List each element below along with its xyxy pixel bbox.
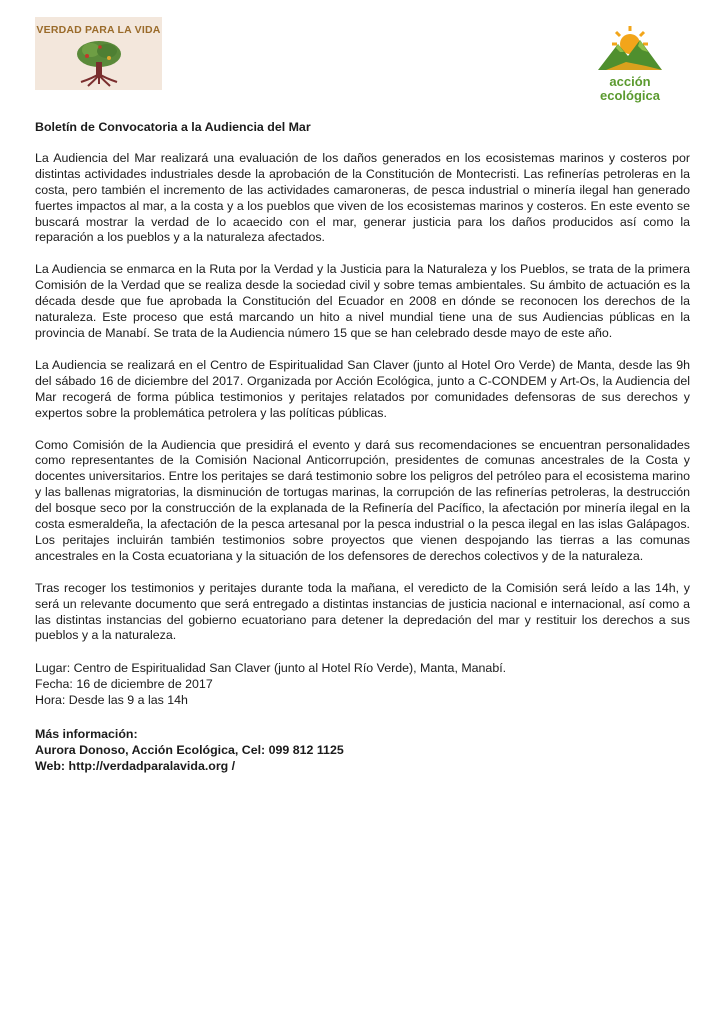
document-title: Boletín de Convocatoria a la Audiencia del Mar [35, 120, 311, 134]
paragraph-5: Tras recoger los testimonios y peritajes durante toda la mañana, el veredicto de la Comisión será leído a las 14h, y será un relevante documento que será entregado a distintas instancias de justicia nacional e internacional, así como a las distintas instancias del gobierno ecuatoriano para detener la depredación del mar y restituir los derechos a sus pueblos y a la naturaleza. [35, 580, 690, 643]
event-date: Fecha: 16 de diciembre de 2017 [35, 677, 213, 692]
contact-info [35, 726, 690, 774]
logo-right-line1: acción [609, 74, 651, 89]
verdad-para-la-vida-logo [35, 17, 162, 90]
contact-heading: Más información: [35, 727, 138, 742]
paragraph-2: La Audiencia se enmarca en la Ruta por la Verdad y la Justicia para la Naturaleza y los Pueblos, se trata de la primera Comisión de la Verdad que se realiza desde la sociedad civil y sobre temas ambientales. Su ámbito de actuación es la década desde que fue aprobada la Constitución del Ecuador en 2008 en dónde se reconocen los derechos de la naturaleza. Este proceso que está marcando un hito a nivel mundial tiene una de sus Audiencias públicas en la provincia de Manabí. Se trata de la Audiencia número 15 que se han celebrado desde mayo de este año. [35, 262, 690, 340]
event-time: Hora: Desde las 9 a las 14h [35, 693, 188, 708]
document-body [35, 120, 690, 774]
event-details [35, 660, 690, 708]
contact-person: Aurora Donoso, Acción Ecológica, Cel: 099 812 1125 [35, 743, 344, 758]
paragraph-1: La Audiencia del Mar realizará una evaluación de los daños generados en los ecosistemas marinos y costeros por distintas actividades industriales desde la aprobación de la Constitución de Montecristi. Las refinerías petroleras en la costa, pero también el incremento de las actividades camaroneras, de pesca industrial o minería ilegal han generado fuertes impactos al mar, a la costa y a los pueblos que viven de los ecosistemas marinos y costeros. En este evento se buscará mostrar la verdad de lo acaecido con el mar, generar justicia para los daños producidos así como la reparación a los pueblos y a la naturaleza afectados. [35, 150, 690, 245]
contact-web-link[interactable]: Web: http://verdadparalavida.org / [35, 759, 236, 774]
mountain-sun-icon [596, 22, 664, 74]
tree-icon [73, 38, 125, 88]
paragraph-4: Como Comisión de la Audiencia que presidirá el evento y dará sus recomendaciones se encuentran personalidades como representantes de la Comisión Nacional Anticorrupción, presidentes de comunas ancestrales de la Costa y docentes universitarios. Entre los peritajes se dará testimonio sobre los peligros del petróleo para el ecosistema marino y las ballenas migratorias, la disminución de tortugas marinas, la corrupción de las refinerías petroleras, la destrucción del bosque seco por la construcción de la explanada de la Refinería del Pacífico, la afectación por minería ilegal en la costa esmeraldeña, la afectación de la pesca artesanal por la pesca industrial o la pesca ilegal en las islas Galápagos. Los peritajes incluirán también testimonios sobre proyectos que vienen despojando las tierras a las comunas ancestrales en la Costa ecuatoriana y la situación de los defensores de derechos colectivos y de la naturaleza. [35, 437, 690, 563]
accion-ecologica-logo [592, 22, 668, 106]
event-location: Lugar: Centro de Espiritualidad San Claver (junto al Hotel Río Verde), Manta, Manabí. [35, 661, 507, 676]
logo-left-text: VERDAD PARA LA VIDA [36, 24, 161, 36]
logo-right-line2: ecológica [600, 88, 660, 103]
paragraph-3: La Audiencia se realizará en el Centro de Espiritualidad San Claver (junto al Hotel Oro Verde) de Manta, desde las 9h del sábado 16 de diciembre del 2017. Organizada por Acción Ecológica, junto a C-CONDEM y Art-Os, la Audiencia del Mar recogerá de forma pública testimonios y peritajes relatados por comunidades defensoras de sus derechos y expertos sobre la problemática petrolera y las políticas públicas. [35, 357, 690, 420]
